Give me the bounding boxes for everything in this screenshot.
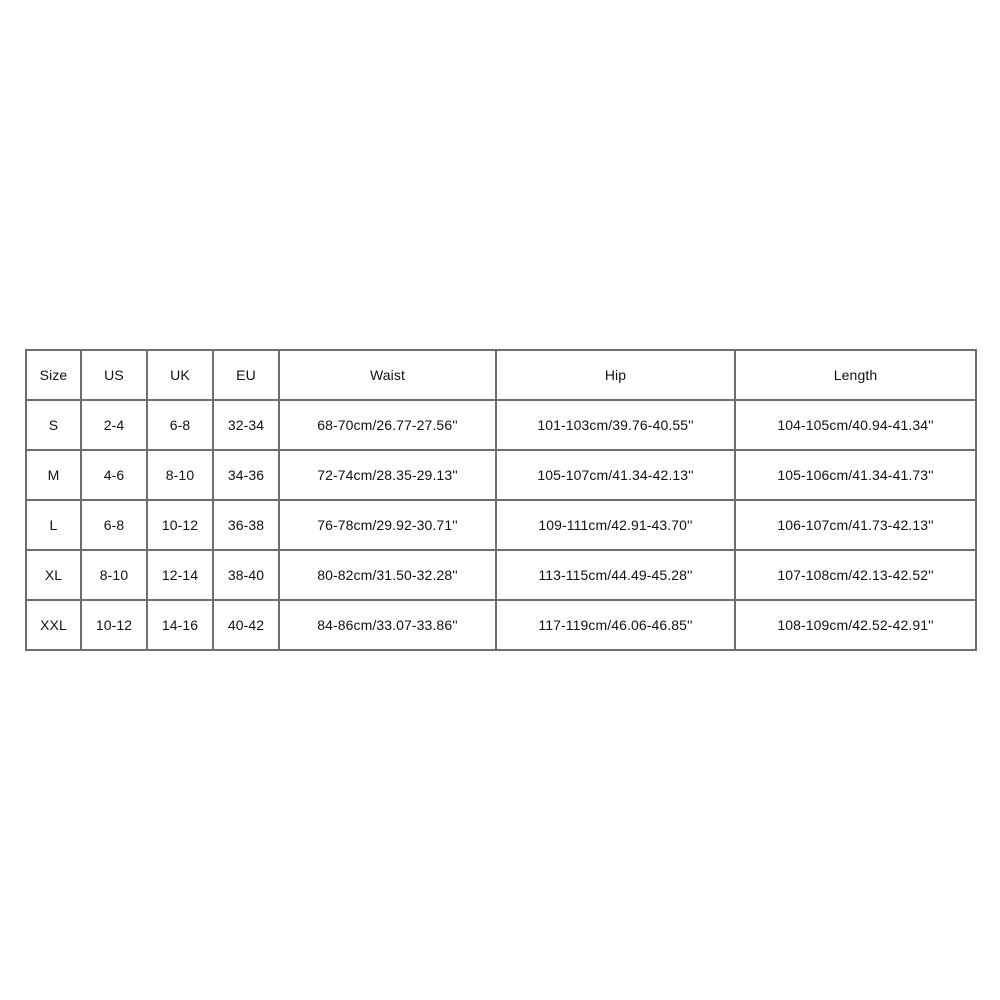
header-size: Size: [26, 350, 81, 400]
cell-size: XXL: [26, 600, 81, 650]
cell-eu: 40-42: [213, 600, 279, 650]
cell-waist: 68-70cm/26.77-27.56'': [279, 400, 496, 450]
cell-length: 106-107cm/41.73-42.13'': [735, 500, 976, 550]
cell-eu: 32-34: [213, 400, 279, 450]
cell-size: L: [26, 500, 81, 550]
header-length: Length: [735, 350, 976, 400]
cell-us: 8-10: [81, 550, 147, 600]
cell-eu: 34-36: [213, 450, 279, 500]
cell-eu: 36-38: [213, 500, 279, 550]
cell-waist: 72-74cm/28.35-29.13'': [279, 450, 496, 500]
cell-eu: 38-40: [213, 550, 279, 600]
cell-waist: 76-78cm/29.92-30.71'': [279, 500, 496, 550]
cell-uk: 6-8: [147, 400, 213, 450]
cell-length: 107-108cm/42.13-42.52'': [735, 550, 976, 600]
cell-us: 6-8: [81, 500, 147, 550]
cell-size: M: [26, 450, 81, 500]
header-eu: EU: [213, 350, 279, 400]
cell-length: 108-109cm/42.52-42.91'': [735, 600, 976, 650]
cell-uk: 8-10: [147, 450, 213, 500]
table-row: [26, 400, 976, 450]
header-us: US: [81, 350, 147, 400]
cell-waist: 80-82cm/31.50-32.28'': [279, 550, 496, 600]
cell-us: 4-6: [81, 450, 147, 500]
cell-uk: 12-14: [147, 550, 213, 600]
size-chart-table: [25, 349, 977, 651]
table-row: [26, 600, 976, 650]
cell-hip: 101-103cm/39.76-40.55'': [496, 400, 735, 450]
cell-us: 2-4: [81, 400, 147, 450]
cell-uk: 14-16: [147, 600, 213, 650]
table-row: [26, 500, 976, 550]
cell-length: 105-106cm/41.34-41.73'': [735, 450, 976, 500]
cell-size: XL: [26, 550, 81, 600]
table-row: [26, 450, 976, 500]
cell-hip: 105-107cm/41.34-42.13'': [496, 450, 735, 500]
table-header-row: [26, 350, 976, 400]
cell-size: S: [26, 400, 81, 450]
cell-hip: 117-119cm/46.06-46.85'': [496, 600, 735, 650]
cell-hip: 109-111cm/42.91-43.70'': [496, 500, 735, 550]
cell-waist: 84-86cm/33.07-33.86'': [279, 600, 496, 650]
cell-hip: 113-115cm/44.49-45.28'': [496, 550, 735, 600]
header-hip: Hip: [496, 350, 735, 400]
cell-us: 10-12: [81, 600, 147, 650]
cell-length: 104-105cm/40.94-41.34'': [735, 400, 976, 450]
cell-uk: 10-12: [147, 500, 213, 550]
table-row: [26, 550, 976, 600]
header-uk: UK: [147, 350, 213, 400]
header-waist: Waist: [279, 350, 496, 400]
